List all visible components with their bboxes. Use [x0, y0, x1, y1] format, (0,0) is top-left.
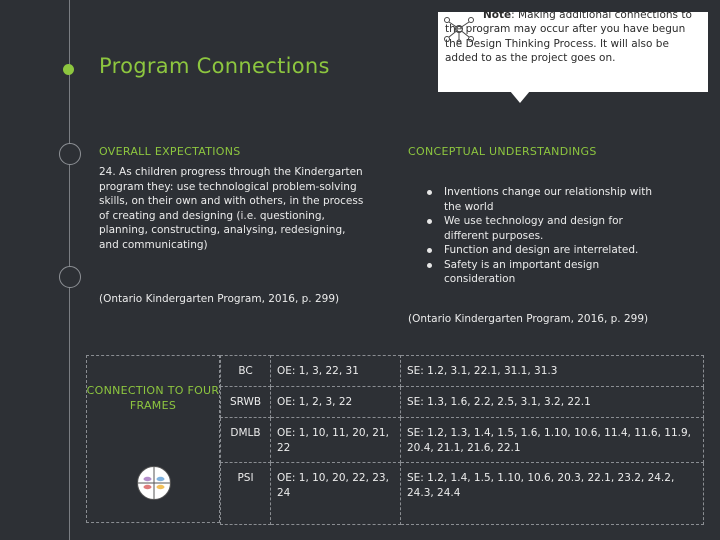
frame-oe: OE: 1, 10, 11, 20, 21, 22 [271, 418, 401, 463]
list-item: Inventions change our relationship with the world [426, 185, 666, 214]
table-row [221, 356, 704, 387]
frame-code: DMLB [221, 418, 271, 463]
note-callout [438, 8, 708, 92]
conceptual-understandings-citation: (Ontario Kindergarten Program, 2016, p. 299) [408, 313, 649, 325]
table-row [221, 387, 704, 418]
frame-oe: OE: 1, 2, 3, 22 [271, 387, 401, 418]
frame-quadrant-mark [144, 485, 152, 489]
frame-code: SRWB [221, 387, 271, 418]
frame-quadrant-mark [157, 477, 165, 481]
network-icon [442, 15, 476, 45]
four-frames-icon [136, 465, 172, 501]
frame-se: SE: 1.2, 1.3, 1.4, 1.5, 1.6, 1.10, 10.6, 11.4, 11.6, 11.9, 20.4, 21.1, 21.6, 22.1 [401, 418, 704, 463]
list-item: Function and design are interrelated. [426, 243, 666, 258]
frames-table [220, 355, 704, 525]
overall-expectations-heading: OVERALL EXPECTATIONS [99, 145, 241, 158]
frame-oe: OE: 1, 3, 22, 31 [271, 356, 401, 387]
frame-quadrant-mark [157, 485, 165, 489]
list-item: We use technology and design for different purposes. [426, 214, 666, 243]
frame-se: SE: 1.2, 3.1, 22.1, 31.1, 31.3 [401, 356, 704, 387]
note-body: : Making additional connections to the program may occur after you have begun the Design Thinking Process. It will also be added to as the project goes on. [445, 8, 692, 64]
timeline-node [59, 143, 81, 165]
note-text [445, 8, 700, 66]
conceptual-understandings-heading: CONCEPTUAL UNDERSTANDINGS [408, 145, 597, 158]
frame-se: SE: 1.2, 1.4, 1.5, 1.10, 10.6, 20.3, 22.1, 23.2, 24.2, 24.3, 24.4 [401, 463, 704, 525]
frame-code: PSI [221, 463, 271, 525]
frame-code: BC [221, 356, 271, 387]
overall-expectations-citation: (Ontario Kindergarten Program, 2016, p. 299) [99, 293, 340, 305]
frame-quadrant-mark [144, 477, 152, 481]
overall-expectations-text: 24. As children progress through the Kindergarten program they: use technological problem-solving skills, on their own and with others, in the process of creating and designing (i.e. questioning, planning, constructing, analysing, redesigning, and communicating) [99, 166, 364, 251]
connection-label: CONNECTION TO FOUR FRAMES [86, 384, 220, 412]
frame-se: SE: 1.3, 1.6, 2.2, 2.5, 3.1, 3.2, 22.1 [401, 387, 704, 418]
frame-oe: OE: 1, 10, 20, 22, 23, 24 [271, 463, 401, 525]
timeline-node [59, 266, 81, 288]
callout-tail [510, 91, 530, 103]
page-title: Program Connections [99, 54, 330, 78]
conceptual-understandings-list [426, 185, 666, 287]
timeline-dot [63, 64, 74, 75]
list-item: Safety is an important design consideration [426, 258, 666, 287]
table-row [221, 418, 704, 463]
table-row [221, 463, 704, 525]
note-label: Note [483, 8, 512, 21]
